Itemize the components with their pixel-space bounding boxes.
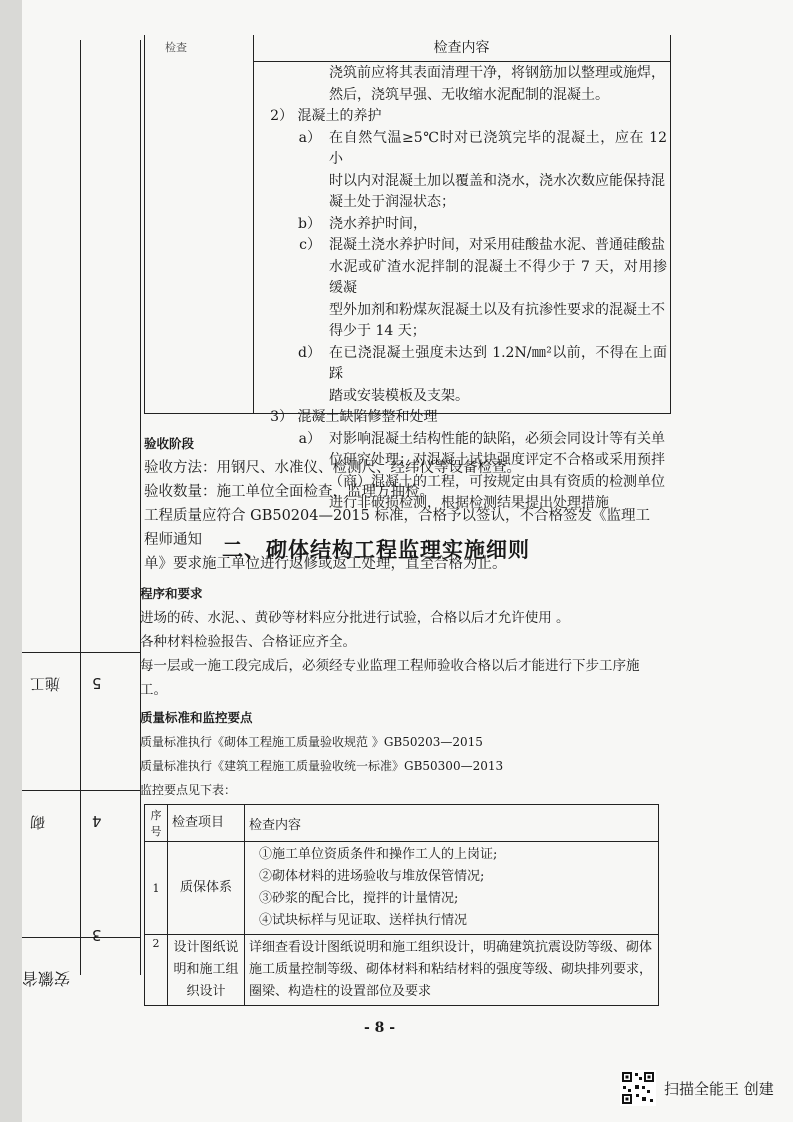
standard-item: 质量标准执行《建筑工程施工质量验收统一标准》GB50300—2013 [140, 759, 504, 773]
standard-item: 质量标准执行《砌体工程施工质量验收规范 》GB50203—2015 [140, 735, 483, 749]
item2-sub-c: c） 混凝土浇水养护时间，对采用硅酸盐水泥、普通硅酸盐 水泥或矿渣水泥拌制的混凝土不得少于 7 天，对用掺缓凝 型外加剂和粉煤灰混凝土以及有抗渗性要求的混凝土不 得少于 14 天； [299, 237, 667, 339]
standards-title: 质量标准和监控要点 [140, 710, 253, 725]
edge-label-qi: 砌 [30, 813, 46, 831]
item3-sub-a: a） 对影响混凝土结构性能的缺陷，必须会同设计等有关单 位研究处理；对混凝土试块强度评定不合格或采用预拌 （商）混凝土的工程，可按规定由具有资质的检测单位 进行非破损检测，根据检测结果提出处理措施 [298, 430, 665, 511]
qr-code-icon [620, 1070, 656, 1106]
acceptance-title: 验收阶段 [144, 436, 195, 451]
scanner-watermark [620, 1070, 774, 1106]
edge-label-shigong: 施工 [30, 675, 61, 693]
control-points-table [144, 804, 659, 1006]
intro-line: 浇筑前应将其表面清理干净，将钢筋加以整理或施焊， [329, 65, 665, 81]
edge-label-3: 3 [92, 926, 102, 944]
adjacent-page-edge [22, 40, 141, 975]
procedure-title: 程序和要求 [140, 586, 203, 601]
acceptance-quality-line1: 工程质量应符合 GB50204—2015 标准，合格予以签认，不合格签发《监理工程师通知 [144, 508, 650, 548]
header-left: 检查 [165, 41, 187, 54]
edge-label-5: 5 [92, 674, 102, 692]
col-item-header: 检查项目 [168, 805, 245, 842]
edge-label-anhui: 安徽省 [22, 969, 71, 988]
row-item: 质保体系 [168, 842, 245, 935]
item2-heading: 2） 混凝土的养护 [270, 108, 382, 124]
document-page [22, 0, 793, 1122]
acceptance-quantity: 验收数量：施工单位全面检查，监理方抽检。 [144, 484, 434, 500]
standard-item: 监控要点见下表： [140, 783, 237, 797]
item2-sub-a: a） 在自然气温≥5℃时对已浇筑完毕的混凝土，应在 12 小 时以内对混凝土加以覆盖和浇水，浇水次数应能保持混 凝土处于润湿状态； [298, 129, 667, 210]
row-no: 1 [145, 842, 168, 935]
row-item: 设计图纸说明和施工组织设计 [168, 935, 245, 1006]
acceptance-method: 验收方法：用钢尺、水准仪、检测尺、经纬仪等设备检查。 [144, 460, 521, 476]
masonry-section [140, 582, 680, 802]
watermark-text: 扫描全能王 创建 [664, 1079, 774, 1098]
item2-sub-d: d） 在已浇混凝土强度未达到 1.2N/㎜²以前，不得在上面踩 踏或安装模板及支架。 [298, 344, 667, 404]
procedure-item: 各种材料检验报告、合格证应齐全。 [140, 634, 356, 650]
row-content: ①施工单位资质条件和操作工人的上岗证; ②砌体材料的进场验收与堆放保管情况; ③砂浆的配合比，搅拌的计量情况; ④试块标样与见证取、送样执行情况 [245, 842, 659, 935]
procedure-item: 工。 [140, 682, 167, 698]
table-row [145, 935, 659, 1006]
row-no: 2 [145, 935, 168, 1006]
section-title: 二、砌体结构工程监理实施细则 [222, 538, 530, 562]
table-row [145, 842, 659, 935]
table-header: 检查内容 [253, 35, 670, 62]
item2-sub-b: b） 浇水养护时间， [298, 215, 427, 232]
procedure-item: 进场的砖、水泥、、黄砂等材料应分批进行试验，合格以后才允许使用 。 [140, 610, 570, 626]
row-content: 详细查看设计图纸说明和施工组织设计，明确建筑抗震设防等级、砌体施工质量控制等级、砌体材料和粘结材料的强度等级、砌块排列要求，圈梁、构造柱的设置部位及要求 [245, 935, 659, 1006]
col-content-header: 检查内容 [245, 805, 659, 842]
page-number: - 8 - [364, 1020, 396, 1036]
table-header-row [145, 805, 659, 842]
item3-heading: 3） 混凝土缺陷修整和处理 [270, 409, 438, 425]
col-no-header: 序号 [145, 805, 168, 842]
acceptance-quality-line2: 单》要求施工单位进行返修或返工处理，直至合格为止。 [144, 556, 507, 572]
intro-line: 然后，浇筑早强、无收缩水泥配制的混凝土。 [329, 86, 609, 103]
procedure-item: 每一层或一施工段完成后，必须经专业监理工程师验收合格以后才能进行下步工序施 [140, 658, 640, 674]
edge-label-4: 4 [92, 812, 102, 830]
